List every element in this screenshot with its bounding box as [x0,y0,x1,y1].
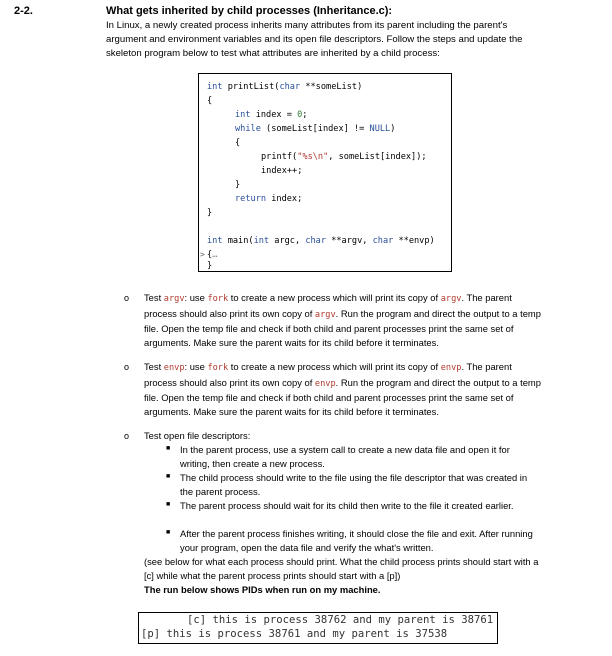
code-line-9: return index; [235,194,303,204]
intro-paragraph: In Linux, a newly created process inherits many attributes from its parent including the parent's argument and environment variables and its open file descriptors. Follow the steps and update the skeleton program below to test what attributes are inherited by a child process: [106,20,523,59]
code-line-2: { [207,96,213,106]
bullet-circle-icon: o [124,293,130,303]
code-line-10: } [207,208,213,218]
output-line-parent: [p] this is process 38761 and my parent is 37538 [141,628,448,640]
bullet-circle-icon: o [124,431,130,441]
output-line-child: [c] this is process 38762 and my parent is 38761 [187,614,494,626]
output-note: (see below for what each process should print. What the child process prints should start with a [c] while what the parent process prints should start with a [p]) [144,556,539,581]
fd-step-3: The parent process should wait for its child then write to the file it created earlier. [180,500,514,511]
code-line-11: int main(int argc, char **argv, char **envp) [207,236,435,246]
code-line-3: int index = 0; [235,110,308,120]
run-note: The run below shows PIDs when run on my machine. [144,584,381,595]
bullet-square-icon: ■ [166,473,171,480]
fd-step-2: The child process should write to the file using the file descriptor that was created in the parent process. [180,472,528,497]
sample-output [138,612,498,644]
section-number: 2-2. [14,5,33,17]
code-line-13: } [207,261,213,271]
task-fd-label: Test open file descriptors: [144,430,251,441]
task-argv: Test argv: use fork to create a new process which will print its copy of argv. The parent process should also print its own copy of argv. Run the program and direct the output to a temp file. Open the temp file and check if both child and parent processes print the same set of arguments. Make sure the parent waits for its child before it terminates. [144,292,541,348]
code-line-4: while (someList[index] != NULL) [235,124,396,134]
bullet-circle-icon: o [124,362,130,372]
bullet-square-icon: ■ [166,501,171,508]
bullet-square-icon: ■ [166,445,171,452]
bullet-square-icon: ■ [166,529,171,536]
code-line-7: index++; [261,166,303,176]
fd-step-1: In the parent process, use a system call to create a new data file and open it for writing, then create a new process. [180,444,510,469]
task-envp: Test envp: use fork to create a new process which will print its copy of envp. The parent process should also print its own copy of envp. Run the program and direct the output to a temp file. Open the temp file and check if both child and parent processes print the same set of arguments. Make sure the parent waits for its child before it terminates. [144,361,541,417]
section-title: What gets inherited by child processes (Inheritance.c): [106,5,393,17]
code-line-6: printf("%s\n", someList[index]); [261,152,427,162]
fold-toggle-icon[interactable]: > [200,250,205,259]
code-line-5: { [235,138,241,148]
code-snippet [198,73,452,272]
code-line-1: int printList(char **someList) [207,82,363,92]
fd-step-4: After the parent process finishes writing, it should close the file and exit. After running your program, open the data file and verify the what's written. [180,528,533,553]
code-line-12: {… [207,250,218,260]
code-line-8: } [235,180,241,190]
fold-ellipsis-icon: … [212,250,218,260]
